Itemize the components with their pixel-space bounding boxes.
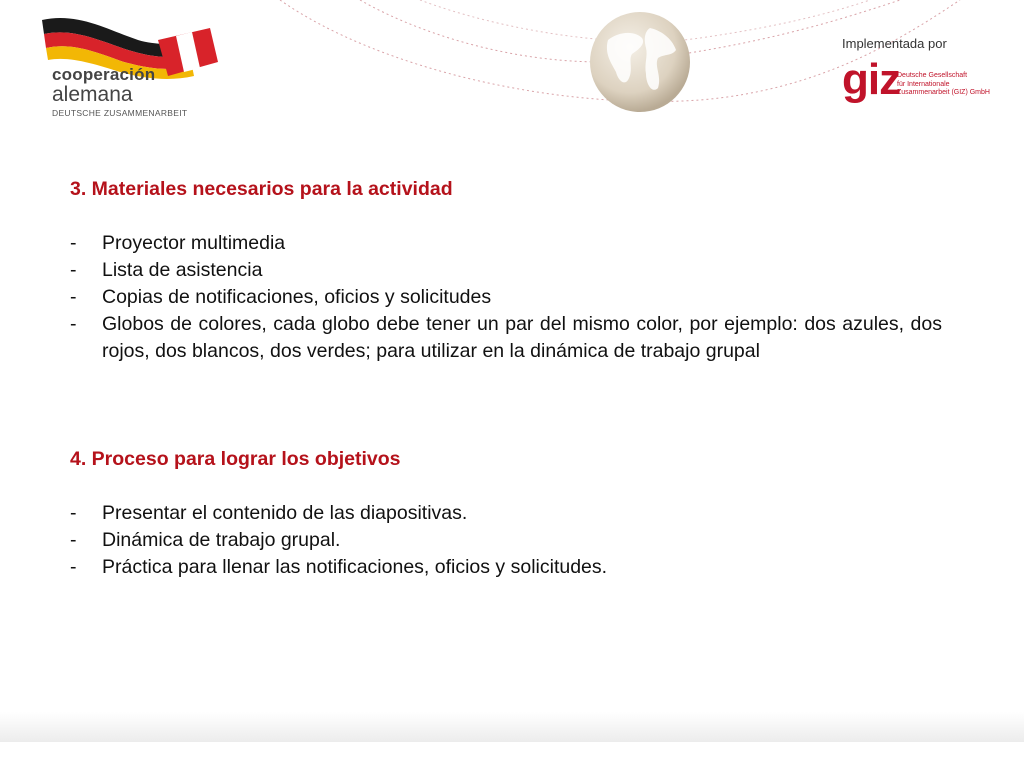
list-item (70, 311, 942, 365)
list-item (70, 500, 942, 527)
list-item (70, 527, 942, 554)
list-item-text: Proyector multimedia (102, 232, 286, 254)
globe-icon (588, 10, 692, 114)
list-item-text: Presentar el contenido de las diapositivas. (102, 502, 468, 524)
implementada-por-label: Implementada por (842, 36, 947, 51)
dash-bullet: - (70, 529, 77, 551)
materials-list (70, 230, 942, 365)
list-item-text: Copias de notificaciones, oficios y solicitudes (102, 286, 492, 308)
list-item-text: Dinámica de trabajo grupal. (102, 529, 341, 551)
cooperacion-word: cooperación (52, 65, 156, 84)
giz-desc-line: Zusammenarbeit (GIZ) GmbH (897, 89, 990, 96)
list-item (70, 554, 942, 581)
section-spacer (70, 365, 942, 446)
list-item (70, 284, 942, 311)
dash-bullet: - (70, 502, 77, 524)
section-3-title: 3. Materiales necesarios para la actividad (70, 178, 453, 200)
footer-bar (0, 712, 1024, 742)
giz-description (897, 72, 990, 98)
slide-content (70, 176, 942, 581)
giz-desc-line: Deutsche Gesellschaft (897, 72, 968, 79)
list-item (70, 230, 942, 257)
process-list (70, 500, 942, 581)
dash-bullet: - (70, 286, 77, 308)
list-item-text: Globos de colores, cada globo debe tener un par del mismo color, por ejemplo: dos azules, dos rojos, dos blancos, dos verdes; para utilizar en la dinámica de trabajo grupal (102, 313, 942, 362)
list-item-text: Lista de asistencia (102, 259, 263, 281)
dash-bullet: - (70, 556, 77, 578)
giz-desc-line: für Internationale (897, 80, 950, 88)
giz-logo: giz (842, 55, 901, 104)
alemana-word: alemana (52, 83, 133, 106)
deutsche-zusammenarbeit-word: DEUTSCHE ZUSAMMENARBEIT (52, 108, 188, 118)
list-item (70, 257, 942, 284)
dash-bullet: - (70, 259, 77, 281)
cooperacion-alemana-wordmark (52, 66, 187, 118)
list-item-text: Práctica para llenar las notificaciones, oficios y solicitudes. (102, 556, 608, 578)
dash-bullet: - (70, 232, 77, 254)
section-4-title: 4. Proceso para lograr los objetivos (70, 448, 401, 470)
dash-bullet: - (70, 313, 77, 335)
